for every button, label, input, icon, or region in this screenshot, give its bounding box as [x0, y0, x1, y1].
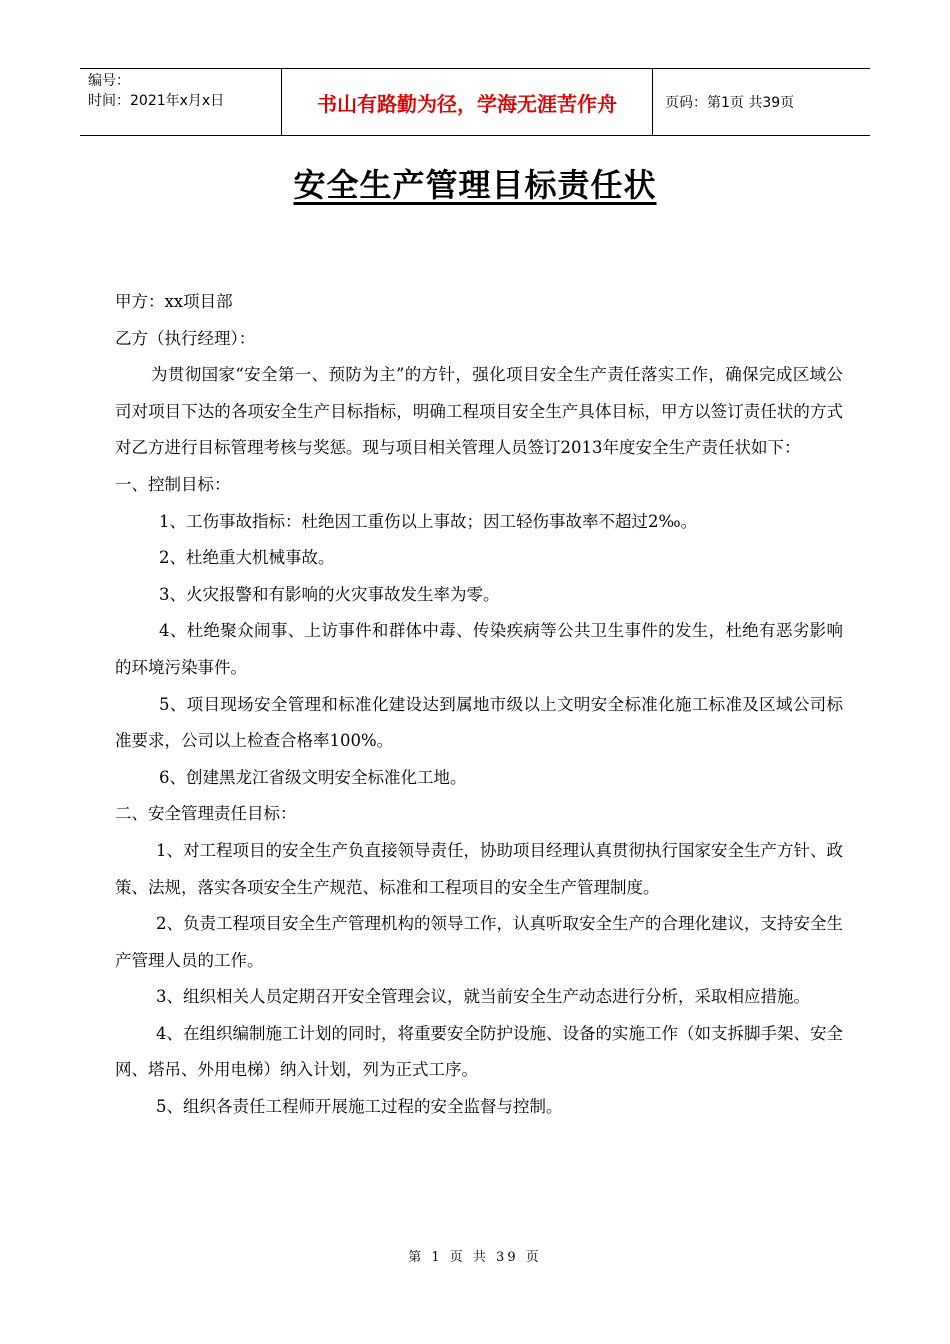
list-item: 5、项目现场安全管理和标准化建设达到属地市级以上文明安全标准化施工标准及区域公司标准要求，公司以上检查合格率100%。 — [115, 694, 843, 751]
list-item: 5、组织各责任工程师开展施工过程的安全监督与控制。 — [156, 1097, 563, 1117]
header-left-cell — [80, 69, 281, 135]
header-table — [80, 68, 870, 136]
list-item: 3、火灾报警和有影响的火灾事故发生率为零。 — [159, 584, 500, 604]
page-footer: 第 1 页 共 39 页 — [408, 1250, 542, 1265]
list-item: 4、杜绝聚众闹事、上访事件和群体中毒、传染疾病等公共卫生事件的发生，杜绝有恶劣影响的环境污染事件。 — [115, 621, 843, 677]
number-label: 编号： — [88, 73, 130, 89]
date-label: 时间：2021年x月x日 — [88, 93, 225, 109]
page-info: 页码：第1页 共39页 — [665, 95, 795, 111]
list-item: 3、组织相关人员定期召开安全管理会议，就当前安全生产动态进行分析，采取相应措施。 — [156, 987, 810, 1007]
list-item: 6、创建黑龙江省级文明安全标准化工地。 — [159, 767, 467, 787]
document-body — [115, 284, 843, 1126]
section-heading-2: 二、安全管理责任目标： — [115, 804, 297, 824]
party-a: 甲方：xx项目部 — [115, 292, 233, 311]
list-item: 1、对工程项目的安全生产负直接领导责任，协助项目经理认真贯彻执行国家安全生产方针、政策、法规，落实各项安全生产规范、标准和工程项目的安全生产管理制度。 — [115, 840, 843, 897]
list-item: 2、负责工程项目安全生产管理机构的领导工作，认真听取安全生产的合理化建议，支持安全生产管理人员的工作。 — [115, 914, 843, 970]
list-item: 2、杜绝重大机械事故。 — [159, 548, 335, 568]
page-title: 安全生产管理目标责任状 — [293, 166, 657, 204]
list-item: 1、工伤事故指标：杜绝因工重伤以上事故；因工轻伤事故率不超过2‰。 — [159, 511, 698, 531]
section-heading-1: 一、控制目标： — [115, 474, 231, 494]
list-item: 4、在组织编制施工计划的同时，将重要安全防护设施、设备的实施工作（如支拆脚手架、安全网、塔吊、外用电梯）纳入计划，列为正式工序。 — [115, 1023, 843, 1080]
party-b: 乙方（执行经理）： — [115, 328, 256, 348]
intro-paragraph: 为贯彻国家“安全第一、预防为主”的方针，强化项目安全生产责任落实工作，确保完成区域公司对项目下达的各项安全生产目标指标，明确工程项目安全生产具体目标，甲方以签订责任状的方式对乙方进行目标管理考核与奖惩。现与项目相关管理人员签订2013年度安全生产责任状如下： — [115, 365, 843, 458]
motto: 书山有路勤为径，学海无涯苦作舟 — [281, 69, 653, 135]
